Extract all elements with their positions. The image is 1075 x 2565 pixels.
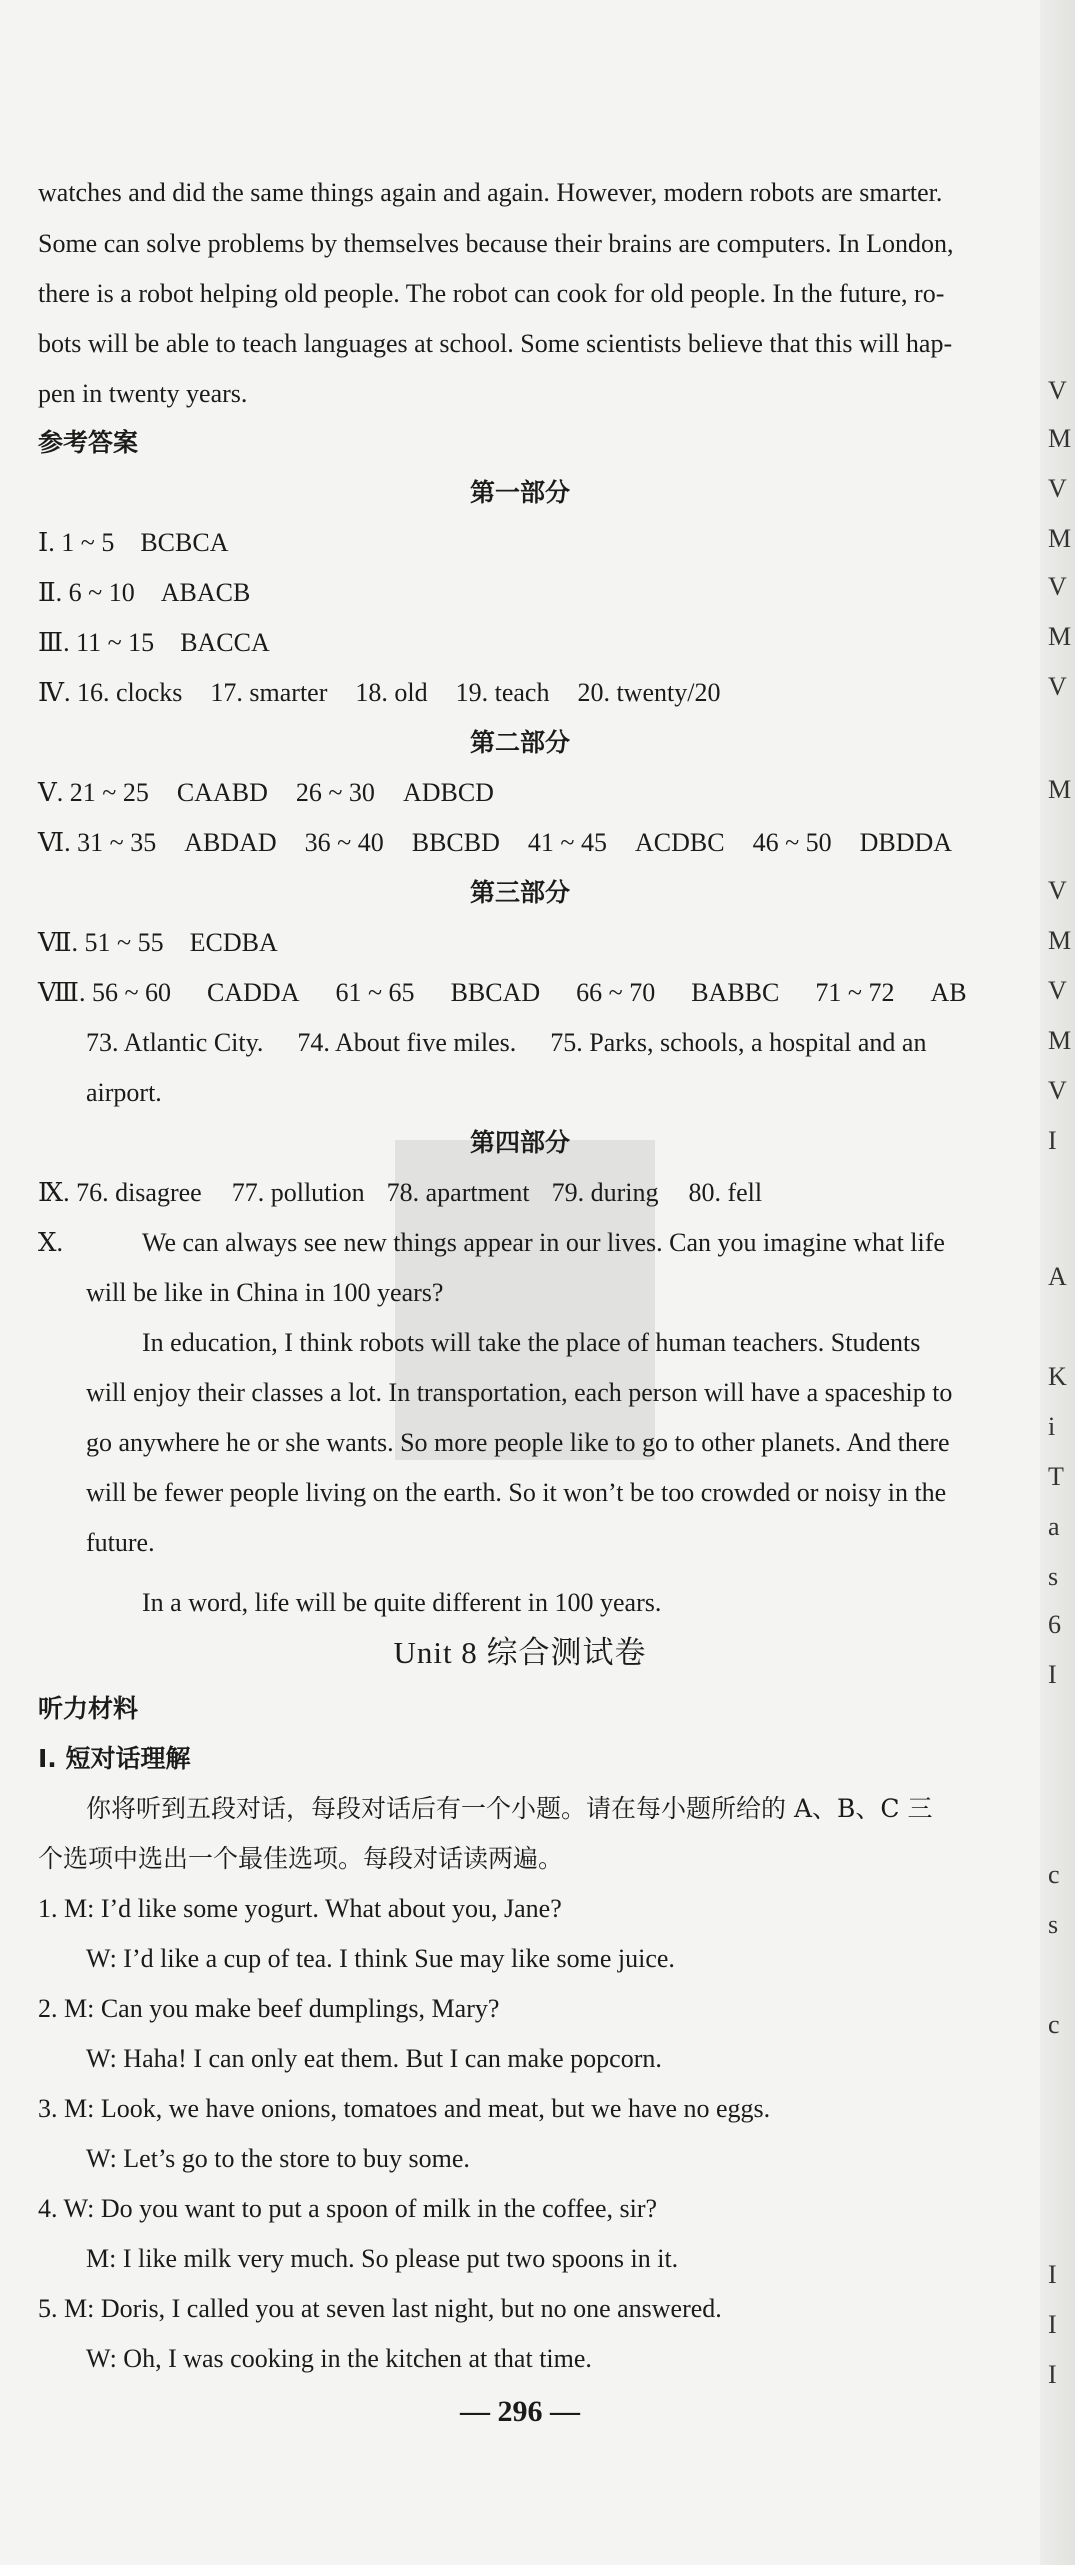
answer-label: Ⅷ. 56 ~ 60 (38, 978, 172, 1007)
margin-letter: I (1048, 1660, 1057, 1689)
answer-item: Ⅳ. 16. clocks (38, 678, 183, 707)
margin-letter: V (1048, 976, 1067, 1005)
answer-row-8c: airport. (86, 1078, 162, 1107)
answer-label: Ⅴ. 21 ~ 25 (38, 778, 149, 807)
answer-value: BACCA (180, 628, 270, 657)
margin-letter: I (1048, 2260, 1057, 2289)
answer-item: 77. pollution (231, 1178, 365, 1207)
answer-value: ECDBA (189, 928, 278, 957)
answers-heading: 参考答案 (38, 428, 139, 457)
margin-letter: c (1048, 2010, 1060, 2039)
essay-line: will be fewer people living on the earth. So it won’t be too crowded or noisy in the (86, 1478, 947, 1507)
dialogue-line: 3. M: Look, we have onions, tomatoes and meat, but we have no eggs. (38, 2094, 771, 2123)
dialogue-line: 1. M: I’d like some yogurt. What about you, Jane? (38, 1894, 562, 1923)
answer-value: CADDA (207, 978, 300, 1007)
part-heading: 第四部分 (469, 1128, 570, 1157)
answer-label: 41 ~ 45 (527, 828, 607, 857)
answer-label: Ⅱ. 6 ~ 10 (38, 578, 135, 607)
margin-letter: M (1048, 524, 1072, 553)
margin-letter: M (1048, 622, 1072, 651)
margin-letter: 6 (1048, 1610, 1061, 1639)
answer-value: ACDBC (634, 828, 725, 857)
essay-line: In a word, life will be quite different in 100 years. (142, 1588, 662, 1617)
margin-letter: M (1048, 926, 1072, 955)
margin-letter: V (1048, 572, 1067, 601)
answer-label: Ⅶ. 51 ~ 55 (38, 928, 164, 957)
answer-value: BBCBD (411, 828, 500, 857)
answer-value: ABDAD (184, 828, 277, 857)
essay-line: future. (86, 1528, 155, 1557)
margin-letter: V (1048, 876, 1067, 905)
adjacent-page-edge (1040, 0, 1075, 2565)
part-heading: 第三部分 (469, 878, 570, 907)
margin-letter: s (1048, 1910, 1059, 1939)
margin-letter: M (1048, 1026, 1072, 1055)
answer-value: BBCAD (450, 978, 541, 1007)
part-heading: 第一部分 (469, 478, 570, 507)
passage-line: watches and did the same things again and again. However, modern robots are smarter. (38, 178, 943, 207)
margin-letter: I (1048, 2360, 1057, 2389)
margin-letter: i (1048, 1412, 1056, 1441)
answer-item: 79. during (551, 1178, 659, 1207)
dialogue-line: M: I like milk very much. So please put two spoons in it. (86, 2244, 679, 2273)
answer-value: BABBC (691, 978, 780, 1007)
margin-letter: K (1048, 1362, 1067, 1391)
answer-item: 20. twenty/20 (577, 678, 721, 707)
instructions-line: 你将听到五段对话，每段对话后有一个小题。请在每小题所给的 A、B、C 三 (86, 1794, 933, 1823)
dialogue-line: 4. W: Do you want to put a spoon of milk in the coffee, sir? (38, 2194, 658, 2223)
dialogue-line: W: Haha! I can only eat them. But I can make popcorn. (86, 2044, 662, 2073)
essay-line: We can always see new things appear in our lives. Can you imagine what life (142, 1228, 945, 1257)
unit-title: Unit 8 综合测试卷 (393, 1635, 647, 1670)
essay-line: go anywhere he or she wants. So more people like to go to other planets. And there (86, 1428, 950, 1457)
answer-value: AB (930, 978, 967, 1007)
essay-line: will enjoy their classes a lot. In transportation, each person will have a spaceship to (86, 1378, 953, 1407)
dialogue-line: W: Let’s go to the store to buy some. (86, 2144, 470, 2173)
margin-letter: V (1048, 1076, 1067, 1105)
margin-letter: s (1048, 1562, 1059, 1591)
dialogue-line: W: Oh, I was cooking in the kitchen at that time. (86, 2344, 592, 2373)
answer-row-9 (38, 1176, 762, 1210)
answer-item: 80. fell (688, 1178, 763, 1207)
answer-item: 19. teach (455, 678, 550, 707)
answer-item: 17. smarter (210, 678, 328, 707)
essay-line: In education, I think robots will take the place of human teachers. Students (142, 1328, 921, 1357)
answer-row-4 (38, 676, 720, 710)
margin-letter: M (1048, 775, 1072, 804)
answer-value: DBDDA (859, 828, 953, 857)
answer-item: 18. old (355, 678, 428, 707)
answer-row-8b (86, 1026, 926, 1060)
answer-row-5 (38, 776, 494, 810)
answer-label: Ⅲ. 11 ~ 15 (38, 628, 155, 657)
answer-label: 66 ~ 70 (576, 978, 656, 1007)
margin-letter: V (1048, 474, 1067, 503)
passage-line: Some can solve problems by themselves because their brains are computers. In London, (38, 229, 954, 258)
passage-line: pen in twenty years. (38, 379, 248, 408)
margin-letter: I (1048, 1126, 1057, 1155)
passage-line: bots will be able to teach languages at school. Some scientists believe that this will hap- (38, 329, 953, 358)
essay-label: Ⅹ. (38, 1228, 64, 1257)
margin-letter: M (1048, 424, 1072, 453)
answer-label: 61 ~ 65 (335, 978, 415, 1007)
essay-line: will be like in China in 100 years? (86, 1278, 444, 1307)
dialogue-line: 2. M: Can you make beef dumplings, Mary? (38, 1994, 500, 2023)
dialogue-line: W: I’d like a cup of tea. I think Sue may like some juice. (86, 1944, 675, 1973)
answer-value: BCBCA (140, 528, 229, 557)
page-number: — 296 — (460, 2395, 580, 2428)
passage-line: there is a robot helping old people. The robot can cook for old people. In the future, ro- (38, 279, 945, 308)
answer-row-6 (38, 826, 952, 860)
answer-label: 26 ~ 30 (295, 778, 375, 807)
answer-label: 71 ~ 72 (815, 978, 895, 1007)
answer-item: 75. Parks, schools, a hospital and an (550, 1028, 927, 1057)
answer-value: CAABD (176, 778, 268, 807)
answer-row-2 (38, 576, 250, 610)
dialogue-line: 5. M: Doris, I called you at seven last night, but no one answered. (38, 2294, 722, 2323)
section-heading: Ⅰ. 短对话理解 (38, 1744, 191, 1773)
margin-letter: V (1048, 376, 1067, 405)
margin-letter: a (1048, 1512, 1060, 1541)
answer-row-3 (38, 626, 270, 660)
answer-label: 36 ~ 40 (304, 828, 384, 857)
answer-value: ADBCD (402, 778, 494, 807)
answer-item: 74. About five miles. (297, 1028, 517, 1057)
margin-letter: A (1048, 1262, 1067, 1291)
answer-row-7 (38, 926, 278, 960)
answer-label: Ⅵ. 31 ~ 35 (38, 828, 157, 857)
answer-item: 78. apartment (386, 1178, 530, 1207)
answer-item: 73. Atlantic City. (86, 1028, 264, 1057)
margin-letter: T (1048, 1462, 1064, 1491)
answer-row-1 (38, 526, 229, 560)
instructions-line: 个选项中选出一个最佳选项。每段对话读两遍。 (38, 1844, 564, 1873)
margin-letter: c (1048, 1860, 1060, 1889)
margin-letter: V (1048, 672, 1067, 701)
margin-letter: I (1048, 2310, 1057, 2339)
section-heading: 听力材料 (38, 1694, 139, 1723)
answer-item: Ⅸ. 76. disagree (38, 1178, 202, 1207)
answer-label: 46 ~ 50 (752, 828, 832, 857)
part-heading: 第二部分 (469, 728, 570, 757)
answer-label: Ⅰ. 1 ~ 5 (38, 528, 115, 557)
answer-row-8 (38, 976, 967, 1010)
answer-value: ABACB (160, 578, 251, 607)
